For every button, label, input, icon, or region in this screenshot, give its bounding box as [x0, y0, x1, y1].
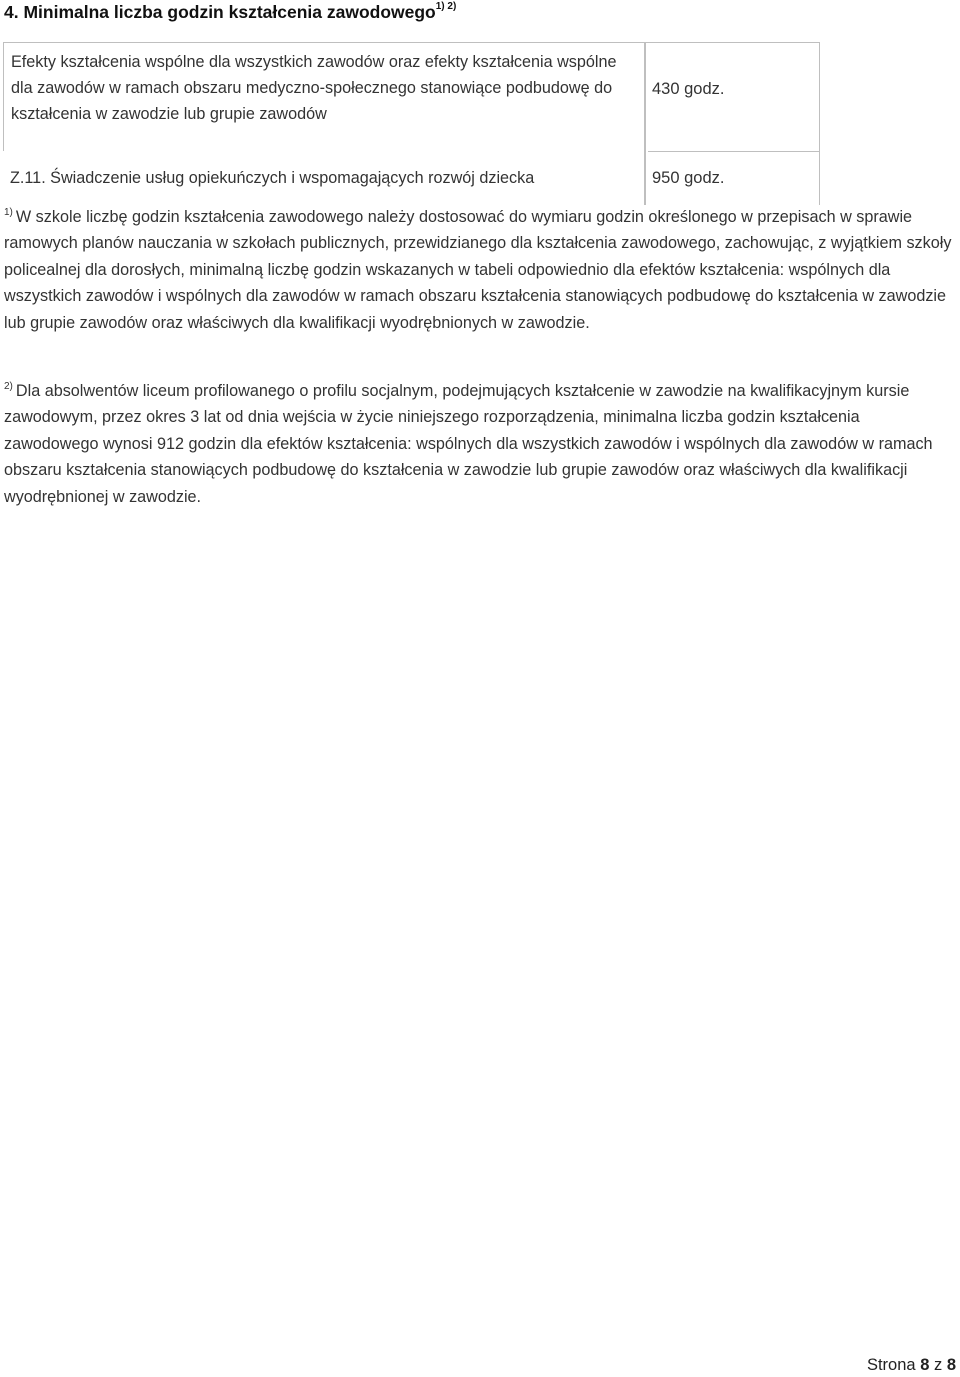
page-number-separator: z — [933, 1356, 943, 1374]
footnote-marker: 1) — [4, 207, 13, 218]
footnote-text: W szkole liczbę godzin kształcenia zawodowego należy dostosować do wymiaru godzin określonego w przepisach w sprawie ramowych planów nauczania w szkołach publicznych, przewidzianego dla kształcenia zawodowego, zachowując, z wyjątkiem szkoły policealnej dla dorosłych, minimalną liczbę godzin wskazanych w tabeli odpowiednio dla efektów kształcenia: wspólnych dla wszystkich zawodów i wspólnych dla zawodów w ramach obszaru kształcenia stanowiących podbudowę do kształcenia w zawodzie lub grupie zawodów oraz właściwych dla kwalifikacji wyodrębnionych w zawodzie. — [4, 208, 952, 332]
footnote-text: Dla absolwentów liceum profilowanego o profilu socjalnym, podejmujących kształcenie w zawodzie na kwalifikacyjnym kursie zawodowym, przez okres 3 lat od dnia wejścia w życie niniejszego rozporządzenia, minimalna liczba godzin kształcenia zawodowego wynosi 912 godzin dla efektów kształcenia: wspólnych dla wszystkich zawodów i wspólnych dla zawodów w ramach obszaru kształcenia stanowiących podbudowę do kształcenia w zawodzie lub grupie zawodów oraz właściwych dla kwalifikacji wyodrębnionej w zawodzie. — [4, 382, 933, 506]
table-row-label: Efekty kształcenia wspólne dla wszystkich zawodów oraz efekty kształcenia wspólne dla zawodów w ramach obszaru medyczno-społecznego stanowiące podbudowę do kształcenia w zawodzie lub grupie zawodów — [3, 43, 646, 151]
page-number-current: 8 — [920, 1356, 930, 1374]
footnote-marker: 2) — [4, 381, 13, 392]
table-row-hours: 950 godz. — [652, 169, 725, 187]
page-number-total: 8 — [946, 1356, 956, 1374]
section-title: 4. Minimalna liczba godzin kształcenia zawodowego — [4, 2, 436, 22]
page-number-prefix: Strona — [866, 1356, 916, 1374]
page-number — [867, 1356, 956, 1375]
table-row-hours: 430 godz. — [652, 80, 725, 98]
section-heading — [4, 2, 456, 23]
footnote — [4, 204, 954, 336]
footnote — [4, 378, 954, 510]
section-footnote-refs: 1) 2) — [435, 1, 457, 12]
table-row-label: Z.11. Świadczenie usług opiekuńczych i wspomagających rozwój dziecka — [3, 151, 646, 205]
hours-table — [3, 42, 820, 205]
